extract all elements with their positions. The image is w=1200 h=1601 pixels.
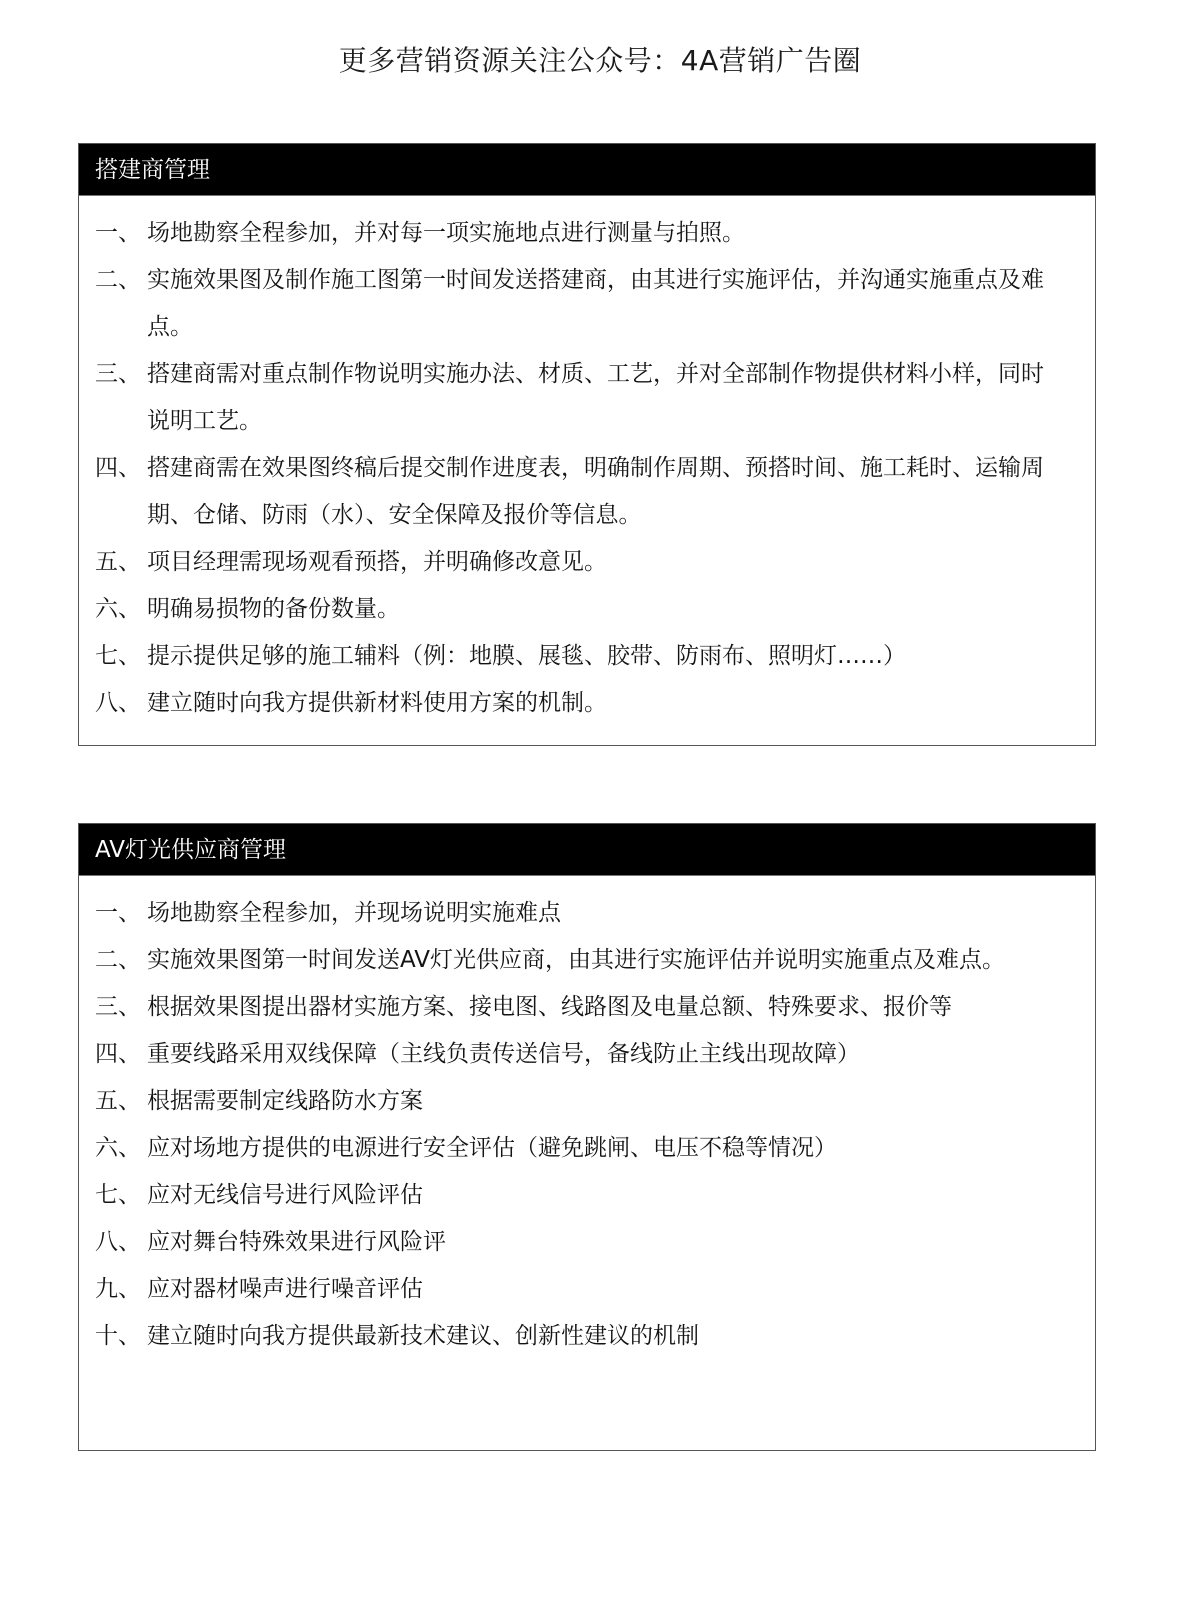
- list-item: [95, 586, 1065, 633]
- item-number: 三、: [95, 994, 141, 1020]
- list-item: [95, 1313, 1065, 1360]
- item-number: 八、: [95, 1229, 141, 1255]
- list-item: [95, 445, 1065, 539]
- item-number: 五、: [95, 549, 141, 575]
- item-text: 实施效果图及制作施工图第一时间发送搭建商，由其进行实施评估，并沟通实施重点及难点。: [147, 267, 1044, 340]
- section-av-lighting-supplier-management: [78, 823, 1096, 1451]
- list-item: [95, 633, 1065, 680]
- item-number: 八、: [95, 690, 141, 716]
- section-header: 搭建商管理: [79, 144, 1095, 196]
- item-number: 一、: [95, 900, 141, 926]
- item-number: 五、: [95, 1088, 141, 1114]
- item-text: 实施效果图第一时间发送AV灯光供应商，由其进行实施评估并说明实施重点及难点。: [147, 947, 1005, 973]
- list-item: [95, 1078, 1065, 1125]
- list-item: [95, 1031, 1065, 1078]
- item-text: 建立随时向我方提供最新技术建议、创新性建议的机制: [147, 1323, 699, 1349]
- list-item: [95, 680, 1065, 727]
- list-item: [95, 1125, 1065, 1172]
- item-text: 场地勘察全程参加，并对每一项实施地点进行测量与拍照。: [147, 220, 745, 246]
- item-number: 七、: [95, 643, 141, 669]
- section-header: AV灯光供应商管理: [79, 824, 1095, 876]
- item-text: 重要线路采用双线保障（主线负责传送信号，备线防止主线出现故障）: [147, 1041, 860, 1067]
- item-text: 应对无线信号进行风险评估: [147, 1182, 423, 1208]
- list-item: [95, 210, 1065, 257]
- item-text: 项目经理需现场观看预搭，并明确修改意见。: [147, 549, 607, 575]
- section-builder-management: [78, 143, 1096, 746]
- list-item: [95, 890, 1065, 937]
- list-item: [95, 257, 1065, 351]
- section-body: [79, 196, 1095, 727]
- item-text: 明确易损物的备份数量。: [147, 596, 400, 622]
- item-number: 十、: [95, 1323, 141, 1349]
- item-text: 应对场地方提供的电源进行安全评估（避免跳闸、电压不稳等情况）: [147, 1135, 837, 1161]
- item-text: 应对器材噪声进行噪音评估: [147, 1276, 423, 1302]
- item-number: 四、: [95, 455, 141, 481]
- list-item: [95, 539, 1065, 586]
- item-number: 一、: [95, 220, 141, 246]
- list-item: [95, 1219, 1065, 1266]
- item-text: 搭建商需对重点制作物说明实施办法、材质、工艺，并对全部制作物提供材料小样，同时说明工艺。: [147, 361, 1044, 434]
- list-item: [95, 937, 1065, 984]
- list-item: [95, 984, 1065, 1031]
- list-item: [95, 351, 1065, 445]
- item-number: 三、: [95, 361, 141, 387]
- item-text: 建立随时向我方提供新材料使用方案的机制。: [147, 690, 607, 716]
- page-title: 更多营销资源关注公众号：4A营销广告圈: [338, 44, 862, 77]
- item-text: 场地勘察全程参加，并现场说明实施难点: [147, 900, 561, 926]
- list-item: [95, 1266, 1065, 1313]
- item-text: 应对舞台特殊效果进行风险评: [147, 1229, 446, 1255]
- item-number: 四、: [95, 1041, 141, 1067]
- item-text: 根据效果图提出器材实施方案、接电图、线路图及电量总额、特殊要求、报价等: [147, 994, 952, 1020]
- item-text: 搭建商需在效果图终稿后提交制作进度表，明确制作周期、预搭时间、施工耗时、运输周期、仓储、防雨（水）、安全保障及报价等信息。: [147, 455, 1044, 528]
- item-number: 六、: [95, 1135, 141, 1161]
- item-number: 七、: [95, 1182, 141, 1208]
- section-body: [79, 876, 1095, 1360]
- item-text: 根据需要制定线路防水方案: [147, 1088, 423, 1114]
- item-text: 提示提供足够的施工辅料（例：地膜、展毯、胶带、防雨布、照明灯……）: [147, 643, 906, 669]
- list-item: [95, 1172, 1065, 1219]
- item-number: 二、: [95, 947, 141, 973]
- item-number: 二、: [95, 267, 141, 293]
- item-number: 六、: [95, 596, 141, 622]
- item-number: 九、: [95, 1276, 141, 1302]
